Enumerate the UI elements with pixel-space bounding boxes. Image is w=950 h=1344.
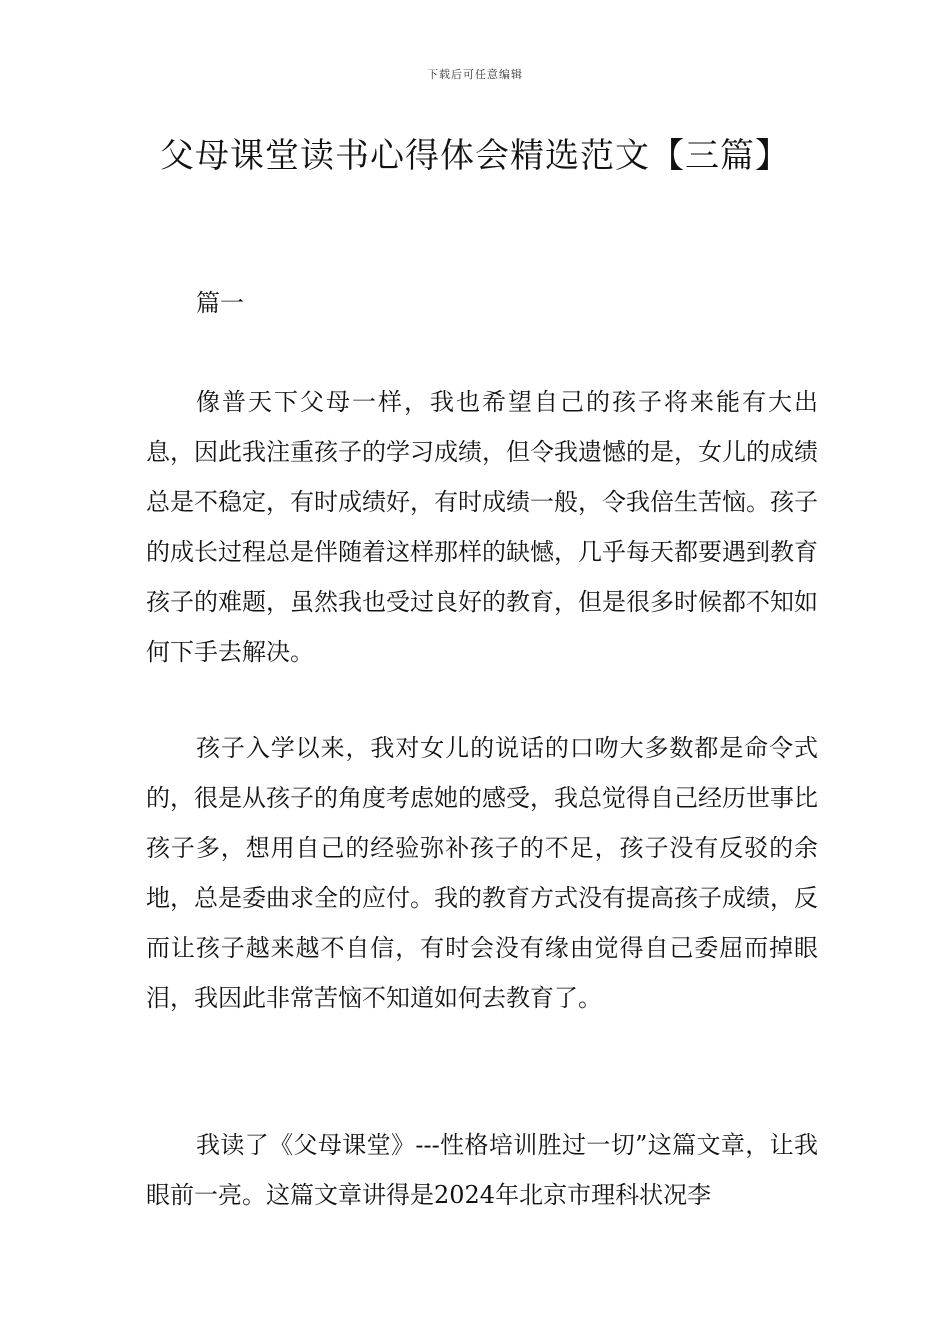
section-label: 篇一 bbox=[196, 289, 244, 317]
body-paragraph-3: 我读了《父母课堂》---性格培训胜过一切”这篇文章，让我眼前一亮。这篇文章讲得是2024年北京市理科状况李 bbox=[146, 1131, 818, 1209]
header-note: 下载后可任意编辑 bbox=[427, 68, 523, 81]
document-title: 父母课堂读书心得体会精选范文【三篇】 bbox=[160, 136, 790, 176]
body-paragraph-1: 像普天下父母一样，我也希望自己的孩子将来能有大出息，因此我注重孩子的学习成绩，但令我遗憾的是，女儿的成绩总是不稳定，有时成绩好，有时成绩一般，令我倍生苦恼。孩子的成长过程总是伴随着这样那样的缺憾，几乎每天都要遇到教育孩子的难题，虽然我也受过良好的教育，但是很多时候都不知如何下手去解决。 bbox=[146, 388, 818, 666]
body-paragraph-2: 孩子入学以来，我对女儿的说话的口吻大多数都是命令式的，很是从孩子的角度考虑她的感受，我总觉得自己经历世事比孩子多，想用自己的经验弥补孩子的不足，孩子没有反驳的余地，总是委曲求全的应付。我的教育方式没有提高孩子成绩，反而让孩子越来越不自信，有时会没有缘由觉得自己委屈而掉眼泪，我因此非常苦恼不知道如何去教育了。 bbox=[146, 734, 818, 1012]
